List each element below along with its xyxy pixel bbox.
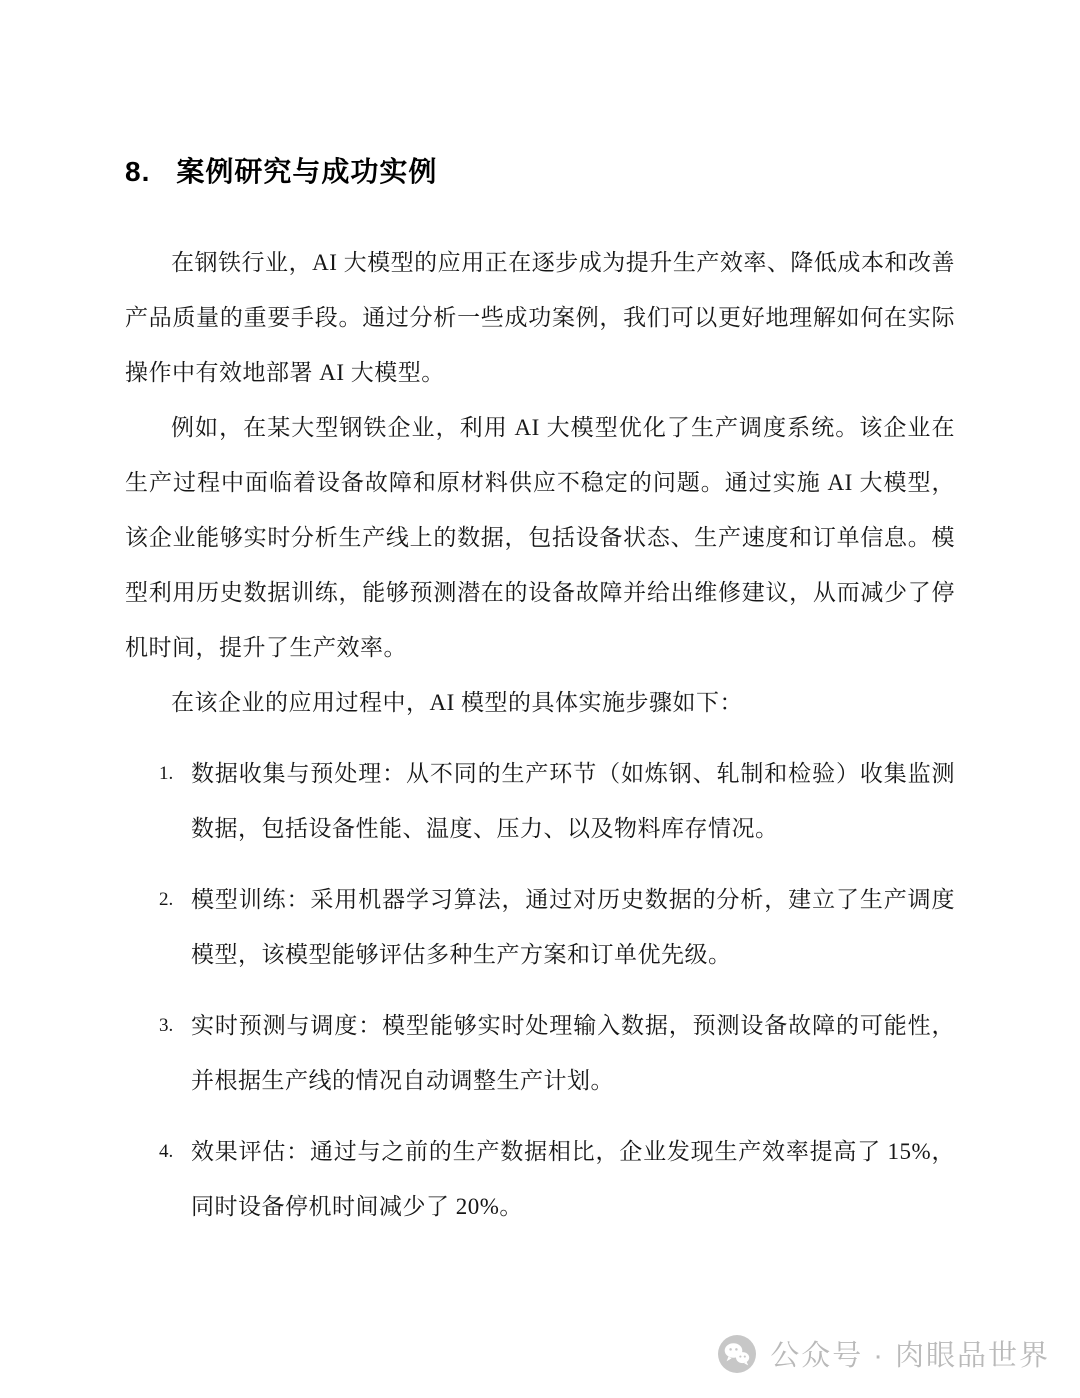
list-item-number: 4. [159, 1141, 174, 1162]
paragraph-intro: 在钢铁行业，AI 大模型的应用正在逐步成为提升生产效率、降低成本和改善产品质量的重要手段。通过分析一些成功案例，我们可以更好地理解如何在实际操作中有效地部署 AI 大模型。 [125, 250, 955, 385]
list-item [125, 746, 955, 856]
list-item-number: 2. [159, 889, 174, 910]
watermark-text: 公众号 · 肉眼品世界 [770, 1340, 1050, 1372]
paragraph-steps-lead: 在该企业的应用过程中，AI 模型的具体实施步骤如下： [171, 690, 744, 715]
list-item [125, 1124, 955, 1234]
list-item-text: 实时预测与调度：模型能够实时处理输入数据，预测设备故障的可能性，并根据生产线的情况自动调整生产计划。 [191, 1013, 955, 1093]
section-heading [125, 155, 955, 189]
watermark [718, 1333, 1050, 1374]
paragraph-example: 例如，在某大型钢铁企业，利用 AI 大模型优化了生产调度系统。该企业在生产过程中面临着设备故障和原材料供应不稳定的问题。通过实施 AI 大模型，该企业能够实时分析生产线上的数据，包括设备状态、生产速度和订单信息。模型利用历史数据训练，能够预测潜在的设备故障并给出维修建议，从而减少了停机时间，提升了生产效率。 [125, 415, 955, 660]
wechat-icon [718, 1335, 756, 1373]
section-heading-title: 案例研究与成功实例 [176, 156, 438, 187]
steps-list [125, 746, 955, 1234]
section-heading-number: 8. [125, 156, 151, 187]
list-item-number: 1. [159, 763, 174, 784]
list-item-number: 3. [159, 1015, 174, 1036]
list-item [125, 872, 955, 982]
list-item [125, 998, 955, 1108]
list-item-text: 效果评估：通过与之前的生产数据相比，企业发现生产效率提高了 15%，同时设备停机时间减少了 20%。 [191, 1139, 955, 1219]
list-item-text: 数据收集与预处理：从不同的生产环节（如炼钢、轧制和检验）收集监测数据，包括设备性能、温度、压力、以及物料库存情况。 [191, 761, 955, 841]
list-item-text: 模型训练：采用机器学习算法，通过对历史数据的分析，建立了生产调度模型，该模型能够评估多种生产方案和订单优先级。 [191, 887, 955, 967]
